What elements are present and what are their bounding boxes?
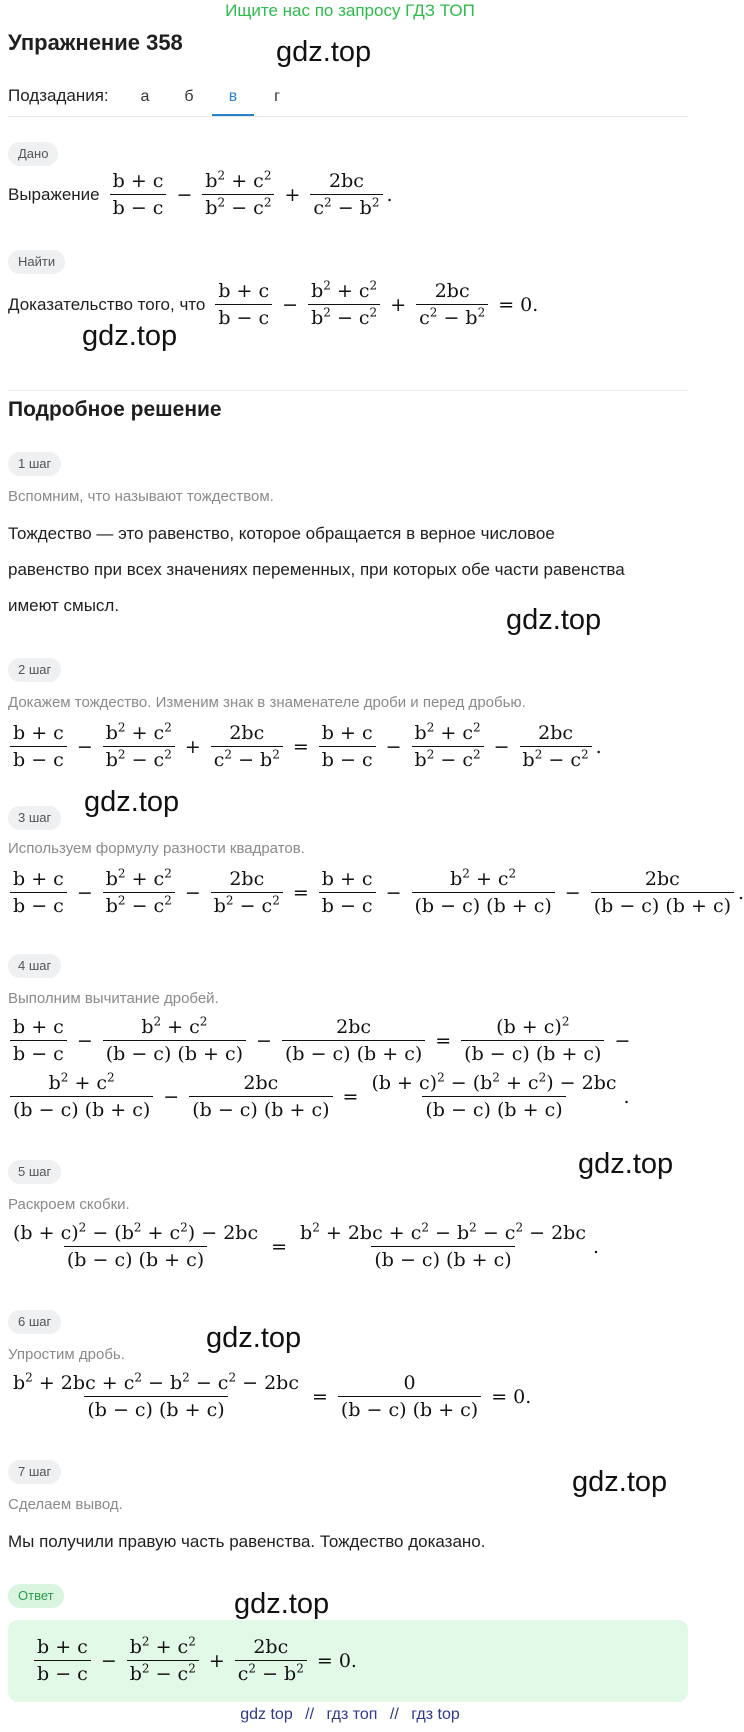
step-5-equation: $\frac{(b + c)^2 - (b^2 + c^2) - 2bc}{(b - c) (b + c)}$ = $\frac{b^2 + 2bc + c^2 - b^2 - c^2 - 2bc}{(b - c) (b + c)}$ . (13, 1220, 600, 1271)
answer-expression: $\frac{b + c}{b - c}$ − $\frac{b^2 + c^2}{b^2 - c^2}$ + $\frac{2bc}{c^2 - b^2}$ = 0. (30, 1636, 363, 1685)
tab-b[interactable]: б (184, 88, 194, 105)
step-hint: Упростим дробь. (8, 1346, 125, 1363)
subtasks-nav (8, 84, 688, 118)
watermark: gdz.top (82, 320, 178, 352)
step-hint: Докажем тождество. Изменим знак в знаменателе дроби и перед дробью. (8, 694, 526, 711)
step-hint: Вспомним, что называют тождеством. (8, 488, 274, 505)
answer-pill: Ответ (8, 1584, 64, 1608)
page-title: Упражнение 358 (8, 30, 183, 55)
step-hint: Выполним вычитание дробей. (8, 990, 219, 1007)
watermark: gdz.top (506, 604, 602, 636)
step-text-line: равенство при всех значениях переменных, при которых обе части равенства (8, 560, 625, 579)
step-hint: Раскроем скобки. (8, 1196, 130, 1213)
subtasks-divider (8, 116, 688, 117)
section-divider (8, 390, 688, 391)
top-banner[interactable]: Ищите нас по запросу ГДЗ ТОП (225, 1, 475, 20)
step-pill: 3 шаг (8, 806, 61, 830)
find-expression: Доказательство того, что $\frac{b + c}{b - c}$ − $\frac{b^2 + c^2}{b^2 - c^2}$ + $\frac{2bc}{c^2 - b^2}$ = 0. (8, 278, 539, 329)
tab-g[interactable]: г (274, 88, 280, 105)
find-pill: Найти (8, 250, 65, 274)
answer-box (8, 1620, 688, 1702)
given-pill: Дано (8, 142, 58, 166)
footer (0, 1706, 700, 1724)
footer-separator: // (305, 1706, 315, 1723)
step-hint: Сделаем вывод. (8, 1496, 123, 1513)
step-pill: 4 шаг (8, 954, 61, 978)
watermark: gdz.top (206, 1322, 302, 1354)
footer-link[interactable]: gdz top (240, 1706, 293, 1723)
footer-link[interactable]: гдз top (411, 1706, 460, 1723)
step-pill: 5 шаг (8, 1160, 61, 1184)
step-hint: Используем формулу разности квадратов. (8, 840, 305, 857)
given-expression: Выражение $\frac{b + c}{b - c}$ − $\frac{b^2 + c^2}{b^2 - c^2}$ + $\frac{2bc}{c^2 - b^2}$ . (8, 168, 393, 219)
footer-separator: // (389, 1706, 399, 1723)
tab-v[interactable]: в (212, 84, 254, 117)
step-4-equation-line2: $\frac{b^2 + c^2}{(b - c) (b + c)}$ − $\frac{2bc}{(b - c) (b + c)}$ = $\frac{(b + c)^2 - (b^2 + c^2) - 2bc}{(b - c) (b + c)}$ . (6, 1072, 630, 1121)
step-pill: 1 шаг (8, 452, 61, 476)
tab-a[interactable]: а (140, 88, 150, 105)
step-text-line: Тождество — это равенство, которое обращается в верное числовое (8, 524, 555, 543)
step-text-line: Мы получили правую часть равенства. Тождество доказано. (8, 1532, 486, 1551)
solution-title: Подробное решение (8, 398, 222, 421)
step-text-line: имеют смысл. (8, 596, 120, 615)
step-pill: 6 шаг (8, 1310, 61, 1334)
watermark: gdz.top (276, 36, 372, 68)
watermark: gdz.top (84, 786, 180, 818)
step-3-equation: $\frac{b + c}{b - c}$ − $\frac{b^2 + c^2}{b^2 - c^2}$ − $\frac{2bc}{b^2 - c^2}$ = $\frac{b + c}{b - c}$ − $\frac{b^2 + c^2}{(b - c) (b + c)}$ − $\frac{2bc}{(b - c) (b + c)}$ . (6, 868, 744, 917)
watermark: gdz.top (572, 1466, 668, 1498)
watermark: gdz.top (234, 1588, 330, 1620)
footer-link[interactable]: гдз топ (326, 1706, 378, 1723)
step-2-equation: $\frac{b + c}{b - c}$ − $\frac{b^2 + c^2}{b^2 - c^2}$ + $\frac{2bc}{c^2 - b^2}$ = $\frac{b + c}{b - c}$ − $\frac{b^2 + c^2}{b^2 - c^2}$ − $\frac{2bc}{b^2 - c^2}$ . (6, 722, 602, 771)
subtasks-label: Подзадания: (8, 86, 109, 105)
step-6-equation: $\frac{b^2 + 2bc + c^2 - b^2 - c^2 - 2bc}{(b - c) (b + c)}$ = $\frac{0}{(b - c) (b + c)}$ = 0. (13, 1370, 532, 1421)
step-pill: 7 шаг (8, 1460, 61, 1484)
step-pill: 2 шаг (8, 658, 61, 682)
given-lead: Выражение (8, 184, 100, 204)
find-lead: Доказательство того, что (8, 294, 206, 314)
step-4-equation-line1: $\frac{b + c}{b - c}$ − $\frac{b^2 + c^2}{(b - c) (b + c)}$ − $\frac{2bc}{(b - c) (b + c)}$ = $\frac{(b + c)^2}{(b - c) (b + c)}$ − (6, 1016, 636, 1065)
watermark: gdz.top (578, 1148, 674, 1180)
